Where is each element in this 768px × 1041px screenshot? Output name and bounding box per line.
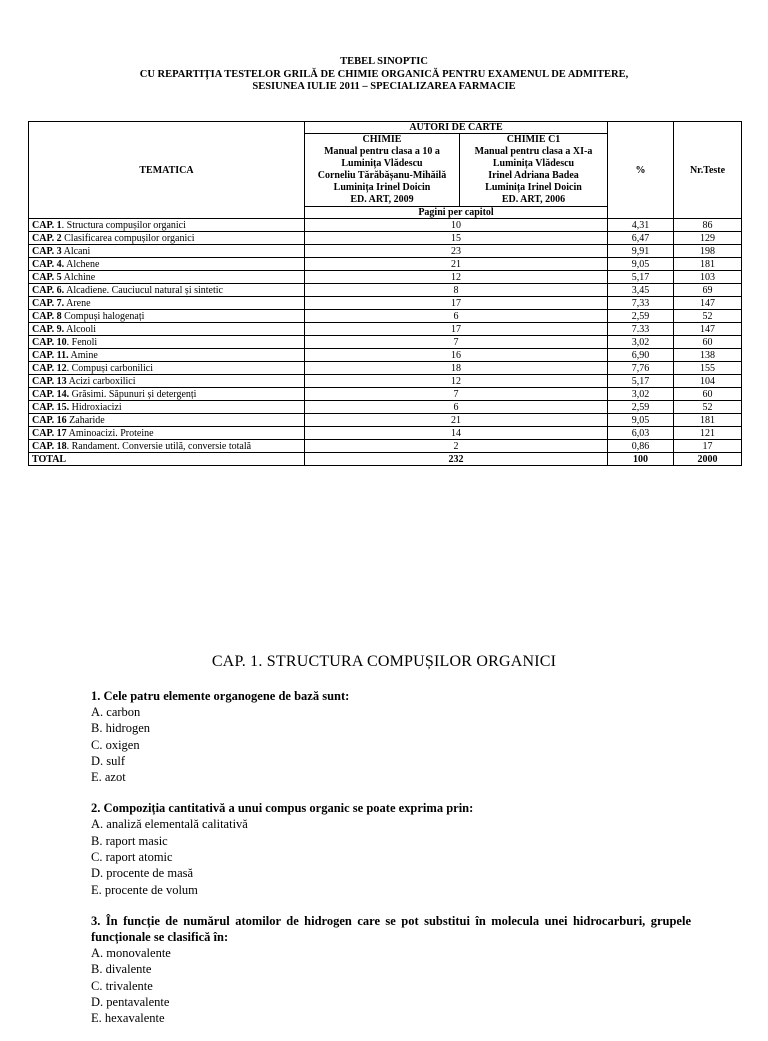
chapter-title: Alchine: [63, 271, 96, 283]
chapter-cell: [29, 401, 305, 414]
answer-option: A. carbon: [91, 705, 141, 719]
header-percent: %: [608, 122, 674, 219]
total-label: TOTAL: [29, 453, 305, 466]
percent-cell: 6,90: [608, 349, 674, 362]
chapter-cell: [29, 362, 305, 375]
chapter-cell: [29, 219, 305, 232]
pages-cell: 15: [305, 232, 608, 245]
book-1-line: CHIMIE: [362, 134, 402, 145]
tests-cell: 121: [674, 427, 742, 440]
percent-cell: 9,91: [608, 245, 674, 258]
answer-option: C. trivalente: [91, 978, 153, 993]
book-1-line: Manual pentru clasa a 10 a: [324, 146, 440, 157]
book-1-line: ED. ART, 2009: [350, 194, 414, 205]
question-prompt: Compoziția cantitativă a unui compus organic se poate exprima prin:: [103, 801, 474, 816]
question-text: [91, 800, 691, 816]
table-row: [29, 388, 742, 401]
header-line-2: CU REPARTIȚIA TESTELOR GRILĂ DE CHIMIE ORGANICĂ PENTRU EXAMENUL DE ADMITERE,: [139, 68, 629, 80]
table-row: [29, 258, 742, 271]
percent-cell: 7,76: [608, 362, 674, 375]
chapter-number: CAP. 3: [32, 245, 62, 257]
pages-cell: 6: [305, 401, 608, 414]
pages-cell: 7: [305, 336, 608, 349]
percent-cell: 4,31: [608, 219, 674, 232]
chapter-title: Alcooli: [66, 323, 97, 335]
percent-cell: 9,05: [608, 414, 674, 427]
question: [91, 913, 691, 1026]
pages-cell: 17: [305, 297, 608, 310]
question-number: 3.: [91, 913, 101, 928]
table-row: [29, 323, 742, 336]
header-line-1: TEBEL SINOPTIC: [340, 56, 428, 67]
chapter-number: CAP. 8: [32, 310, 62, 322]
answer-option: E. azot: [91, 770, 126, 785]
synoptic-table: [28, 121, 742, 466]
percent-cell: 9,05: [608, 258, 674, 271]
question-prompt: Cele patru elemente organogene de bază sunt:: [103, 689, 350, 703]
answer-option: B. raport masic: [91, 833, 168, 848]
answer-option: D. procente de masă: [91, 866, 194, 881]
question-number: 2.: [91, 801, 101, 816]
chapter-separator: .: [61, 219, 65, 231]
chapter-separator: .: [66, 362, 70, 374]
tests-cell: 103: [674, 271, 742, 284]
tests-cell: 147: [674, 297, 742, 310]
chapter-cell: [29, 258, 305, 271]
percent-cell: 6,03: [608, 427, 674, 440]
chapter-title: Alcadiene. Cauciucul natural și sintetic: [66, 284, 223, 296]
tests-cell: 17: [674, 440, 742, 453]
pages-cell: 12: [305, 375, 608, 388]
chapter-cell: [29, 427, 305, 440]
pages-cell: 17: [305, 323, 608, 336]
percent-cell: 5,17: [608, 271, 674, 284]
pages-cell: 14: [305, 427, 608, 440]
book-2-line: Luminița Irinel Doicin: [485, 182, 582, 193]
tests-cell: 155: [674, 362, 742, 375]
chapter-separator: .: [66, 440, 70, 452]
chapter-title: Alcani: [63, 245, 91, 257]
percent-cell: 3,02: [608, 388, 674, 401]
question: [91, 688, 691, 785]
pages-cell: 21: [305, 258, 608, 271]
book-1-line: Luminița Irinel Doicin: [333, 182, 431, 193]
table-row: [29, 440, 742, 453]
table-row: [29, 232, 742, 245]
header-book-2: [460, 134, 608, 207]
chapter-cell: [29, 375, 305, 388]
percent-cell: 0,86: [608, 440, 674, 453]
book-2-line: Manual pentru clasa a XI-a: [474, 146, 593, 157]
chapter-separator: .: [66, 336, 70, 348]
chapter-cell: [29, 336, 305, 349]
book-1-line: Corneliu Tărăbășanu-Mihăilă: [317, 170, 447, 181]
table-row: [29, 284, 742, 297]
chapter-cell: [29, 323, 305, 336]
chapter-title: Aminoacizi. Proteine: [68, 427, 154, 439]
percent-cell: 6,47: [608, 232, 674, 245]
chapter-number: CAP. 12: [32, 362, 67, 374]
percent-cell: 7.33: [608, 323, 674, 336]
chapter-cell: [29, 349, 305, 362]
tests-cell: 52: [674, 401, 742, 414]
total-row: [29, 453, 742, 466]
chapter-number: CAP. 9.: [32, 323, 65, 335]
chapter-number: CAP. 6.: [32, 284, 65, 296]
chapter-cell: [29, 388, 305, 401]
section-title: CAP. 1. STRUCTURA COMPUȘILOR ORGANICI: [211, 653, 557, 670]
header-autori: AUTORI DE CARTE: [305, 122, 608, 134]
percent-cell: 5,17: [608, 375, 674, 388]
answer-option: A. analiză elementală calitativă: [91, 817, 248, 832]
tests-cell: 129: [674, 232, 742, 245]
table-row: [29, 401, 742, 414]
answer-option: B. hidrogen: [91, 721, 151, 736]
percent-cell: 3,02: [608, 336, 674, 349]
chapter-cell: [29, 284, 305, 297]
chapter-title: Grăsimi. Săpunuri și detergenți: [71, 388, 197, 400]
percent-cell: 2,59: [608, 401, 674, 414]
chapter-number: CAP. 7.: [32, 297, 65, 309]
total-percent: 100: [608, 453, 674, 466]
pages-cell: 23: [305, 245, 608, 258]
chapter-title: Amine: [70, 349, 98, 361]
percent-cell: 2,59: [608, 310, 674, 323]
book-2-line: ED. ART, 2006: [501, 194, 566, 205]
table-row: [29, 271, 742, 284]
header-pages-per-chapter: Pagini per capitol: [305, 207, 608, 219]
tests-cell: 86: [674, 219, 742, 232]
answer-option: D. pentavalente: [91, 994, 170, 1009]
tests-cell: 181: [674, 414, 742, 427]
total-tests: 2000: [674, 453, 742, 466]
question: [91, 800, 691, 897]
answer-option: D. sulf: [91, 753, 126, 768]
tests-cell: 181: [674, 258, 742, 271]
chapter-cell: [29, 440, 305, 453]
book-2-line: Irinel Adriana Badea: [488, 170, 579, 181]
header-tematica: TEMATICA: [29, 122, 305, 219]
answer-option: A. monovalente: [91, 945, 171, 960]
chapter-cell: [29, 297, 305, 310]
table-row: [29, 336, 742, 349]
chapter-number: CAP. 2: [32, 232, 62, 244]
questions-list: [91, 688, 691, 1041]
chapter-number: CAP. 16: [32, 414, 67, 426]
percent-cell: 3,45: [608, 284, 674, 297]
chapter-number: CAP. 15.: [32, 401, 70, 413]
chapter-title: Hidroxiacizi: [71, 401, 122, 413]
tests-cell: 60: [674, 336, 742, 349]
question-text: [91, 688, 691, 704]
book-2-line: Luminița Vlădescu: [492, 158, 575, 169]
question-text: [91, 913, 691, 945]
chapter-number: CAP. 11.: [32, 349, 69, 361]
book-1-line: Luminița Vlădescu: [341, 158, 423, 169]
chapter-title: Arene: [66, 297, 91, 309]
answer-option: B. divalente: [91, 962, 152, 977]
chapter-title: Zaharide: [69, 414, 105, 426]
table-row: [29, 245, 742, 258]
chapter-cell: [29, 414, 305, 427]
chapter-cell: [29, 245, 305, 258]
chapter-title: Fenoli: [71, 336, 98, 348]
document-header: [0, 56, 768, 94]
tests-cell: 198: [674, 245, 742, 258]
chapter-number: CAP. 1: [32, 219, 62, 231]
chapter-title: Clasificarea compușilor organici: [64, 232, 195, 244]
chapter-title: Structura compușilor organici: [66, 219, 186, 231]
header-line-3: SESIUNEA IULIE 2011 – SPECIALIZAREA FARMACIE: [252, 81, 516, 92]
chapter-title: Randament. Conversie utilă, conversie totală: [71, 440, 252, 452]
answer-option: E. procente de volum: [91, 882, 198, 897]
chapter-title: Alchene: [66, 258, 100, 270]
chapter-number: CAP. 17: [32, 427, 67, 439]
tests-cell: 138: [674, 349, 742, 362]
table-row: [29, 219, 742, 232]
answer-option: C. oxigen: [91, 737, 140, 752]
table-row: [29, 349, 742, 362]
table-row: [29, 414, 742, 427]
chapter-number: CAP. 13: [32, 375, 67, 387]
pages-cell: 12: [305, 271, 608, 284]
tests-cell: 69: [674, 284, 742, 297]
pages-cell: 2: [305, 440, 608, 453]
chapter-number: CAP. 4.: [32, 258, 65, 270]
table-row: [29, 362, 742, 375]
question-prompt: În funcție de numărul atomilor de hidrogen care se pot substitui în molecula unei hidrocarburi, grupele funcționale se clasifică în:: [91, 913, 691, 944]
pages-cell: 6: [305, 310, 608, 323]
book-2-line: CHIMIE C1: [506, 134, 561, 145]
chapter-cell: [29, 310, 305, 323]
chapter-cell: [29, 232, 305, 245]
tests-cell: 147: [674, 323, 742, 336]
header-tests: Nr.Teste: [674, 122, 742, 219]
pages-cell: 7: [305, 388, 608, 401]
tests-cell: 52: [674, 310, 742, 323]
chapter-title: Compuși carbonilici: [71, 362, 154, 374]
table-row: [29, 427, 742, 440]
total-pages: 232: [305, 453, 608, 466]
header-book-1: [305, 134, 460, 207]
pages-cell: 21: [305, 414, 608, 427]
question-number: 1.: [91, 689, 101, 703]
pages-cell: 10: [305, 219, 608, 232]
answer-option: C. raport atomic: [91, 850, 173, 865]
table-row: [29, 310, 742, 323]
pages-cell: 8: [305, 284, 608, 297]
chapter-cell: [29, 271, 305, 284]
table-row: [29, 375, 742, 388]
tests-cell: 60: [674, 388, 742, 401]
pages-cell: 18: [305, 362, 608, 375]
chapter-number: CAP. 5: [32, 271, 62, 283]
percent-cell: 7,33: [608, 297, 674, 310]
chapter-number: CAP. 10: [32, 336, 67, 348]
tests-cell: 104: [674, 375, 742, 388]
answer-option: E. hexavalente: [91, 1011, 165, 1026]
pages-cell: 16: [305, 349, 608, 362]
table-row: [29, 297, 742, 310]
chapter-number: CAP. 18: [32, 440, 67, 452]
chapter-title: Compuși halogenați: [64, 310, 145, 322]
chapter-title: Acizi carboxilici: [68, 375, 136, 387]
chapter-number: CAP. 14.: [32, 388, 70, 400]
